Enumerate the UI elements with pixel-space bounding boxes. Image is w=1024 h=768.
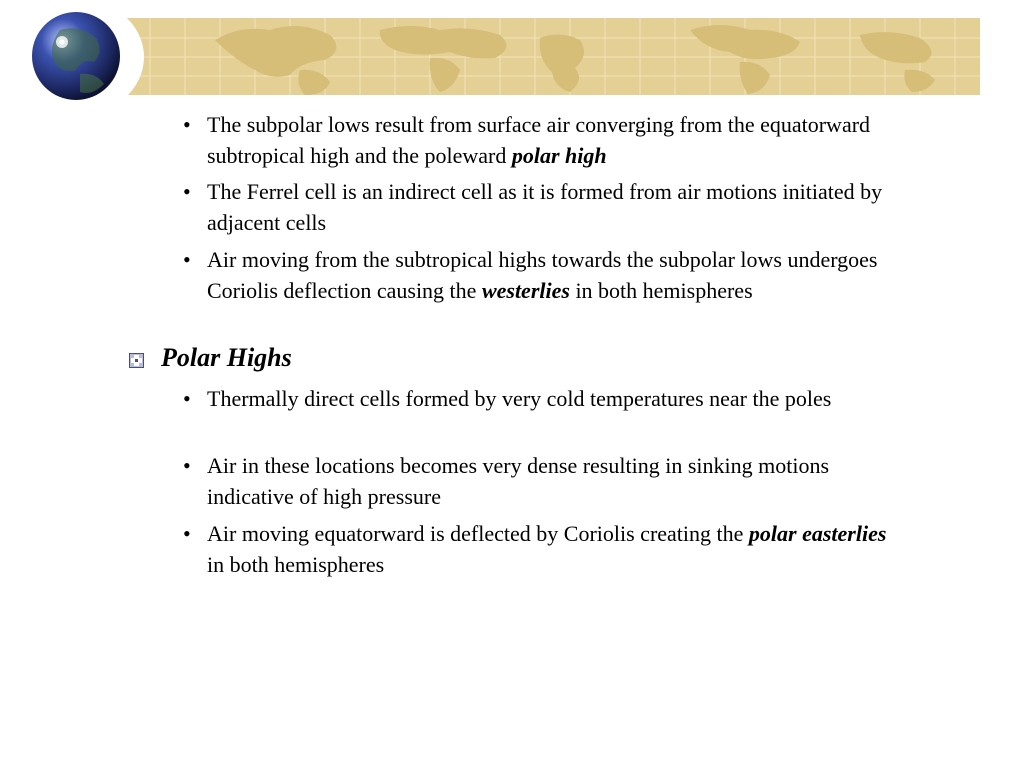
bullet-text-3-tail: in both hemispheres bbox=[569, 278, 753, 303]
bullet-marker: • bbox=[183, 386, 191, 411]
bullet-text-4-plain: Thermally direct cells formed by very cold temperatures near the poles bbox=[207, 386, 832, 411]
bullet-text-1-emphasis: polar high bbox=[511, 143, 607, 168]
bullet-text-1-plain: The subpolar lows result from surface air converging from the equatorward subtropical high and the poleward bbox=[207, 112, 871, 168]
bullet-text-6-emphasis: polar easterlies bbox=[748, 521, 887, 546]
bullet-marker: • bbox=[183, 453, 191, 478]
bullet-text-1 bbox=[207, 109, 907, 171]
bullet-text-6-plain: Air moving equatorward is deflected by Coriolis creating the bbox=[207, 521, 749, 546]
section-heading-polar-highs: Polar Highs bbox=[161, 343, 292, 372]
bullet-text-2-plain: The Ferrel cell is an indirect cell as it is formed from air motions initiated by adjacent cells bbox=[207, 179, 883, 235]
bullet-marker: • bbox=[183, 247, 191, 272]
bullet-marker: • bbox=[183, 521, 191, 546]
bullet-text-3 bbox=[207, 244, 907, 306]
bullet-text-4 bbox=[207, 383, 907, 414]
bullet-text-6-tail: in both hemispheres bbox=[207, 552, 385, 577]
bullet-marker: • bbox=[183, 179, 191, 204]
bullet-text-3-emphasis: westerlies bbox=[481, 278, 570, 303]
bullet-text-2 bbox=[207, 176, 907, 238]
bullet-marker: • bbox=[183, 112, 191, 137]
bullet-text-6 bbox=[207, 518, 907, 580]
square-bullet-icon bbox=[129, 353, 144, 368]
bullet-text-5-plain: Air in these locations becomes very dense resulting in sinking motions indicative of high pressure bbox=[207, 453, 830, 509]
bullet-text-5 bbox=[207, 450, 907, 512]
bullet-text-3-plain: Air moving from the subtropical highs towards the subpolar lows undergoes Coriolis deflection causing the bbox=[207, 247, 878, 303]
